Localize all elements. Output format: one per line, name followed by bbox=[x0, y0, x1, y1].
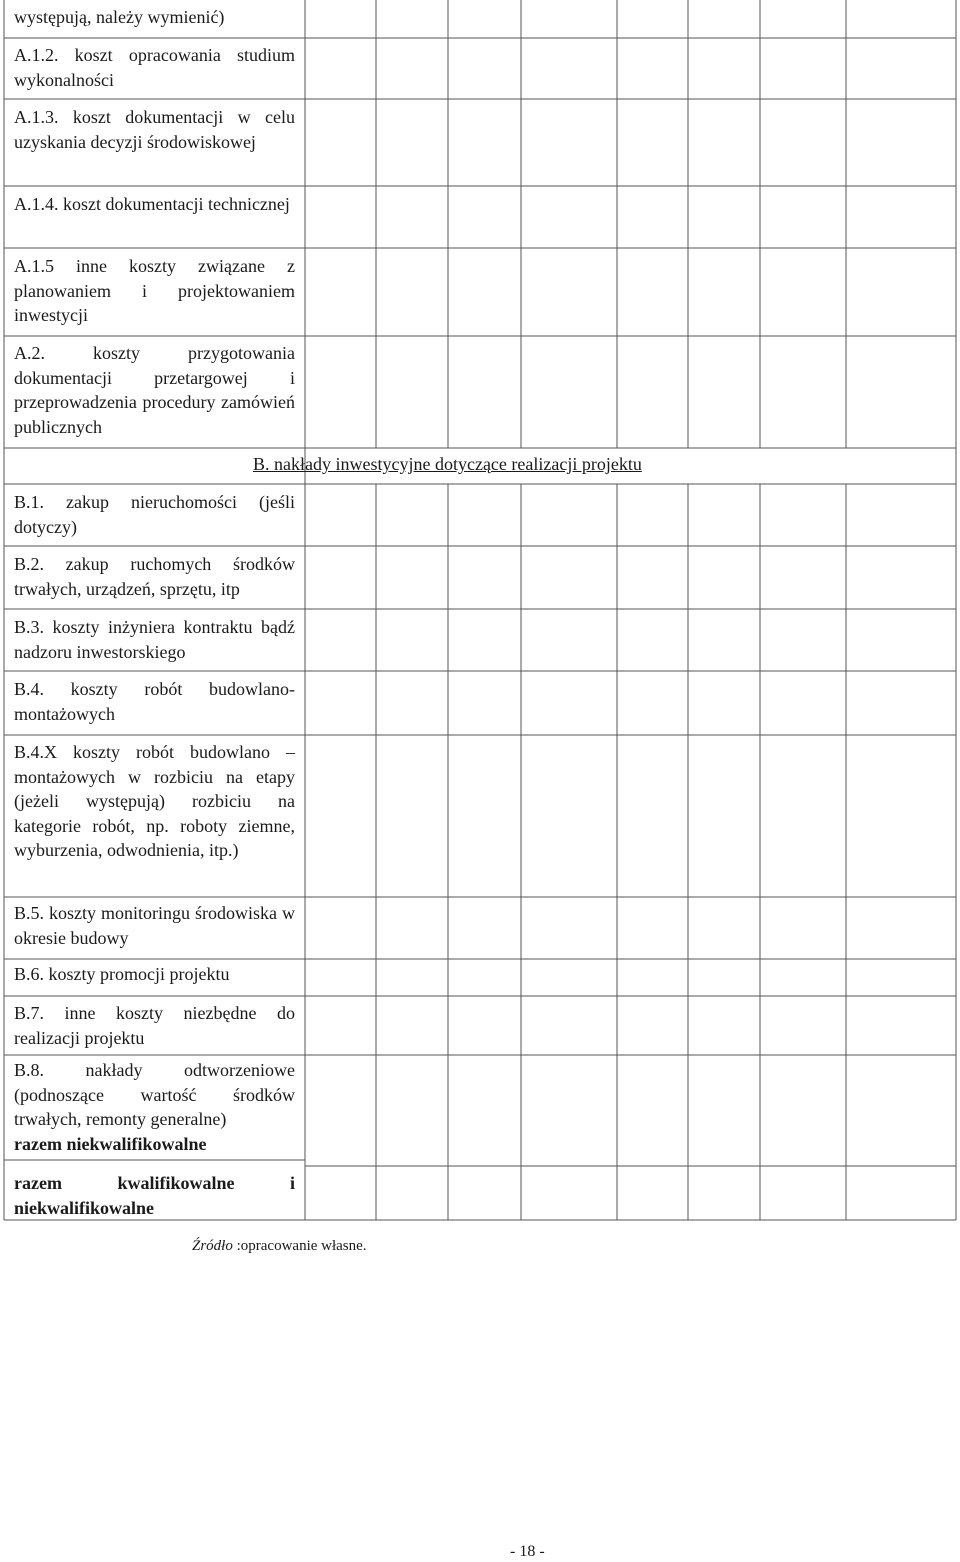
cost-item-label: B.8. nakłady odtworzeniowe (podnoszące wartość środków trwałych, remonty generalne) bbox=[14, 1060, 295, 1129]
cost-item-label: A.1.2. koszt opracowania studium wykonalności bbox=[14, 45, 295, 90]
cost-item-label: B.4.X koszty robót budowlano – montażowych w rozbiciu na etapy (jeżeli występują) rozbiciu na kategorie robót, np. roboty ziemne, wyburzenia, odwodnienia, itp.) bbox=[14, 742, 295, 860]
cost-item-label: B.5. koszty monitoringu środowiska w okresie budowy bbox=[14, 903, 295, 948]
total-row-label: razem kwalifikowalne i niekwalifikowalne bbox=[14, 1173, 295, 1218]
cost-item-label: występują, należy wymienić) bbox=[14, 7, 225, 27]
source-label: Źródło bbox=[192, 1238, 233, 1254]
cost-item-label: B.2. zakup ruchomych środków trwałych, urządzeń, sprzętu, itp bbox=[14, 554, 295, 599]
cost-item-label: A.2. koszty przygotowania dokumentacji przetargowej i przeprowadzenia procedury zamówień publicznych bbox=[14, 343, 295, 437]
cost-item-label: B.4. koszty robót budowlano-montażowych bbox=[14, 679, 295, 724]
page-number: - 18 - bbox=[510, 1543, 545, 1560]
section-b-header: B. nakłady inwestycyjne dotyczące realizacji projektu bbox=[253, 454, 642, 474]
cost-item-label: B.1. zakup nieruchomości (jeśli dotyczy) bbox=[14, 492, 295, 537]
total-row-label: razem niekwalifikowalne bbox=[14, 1134, 207, 1154]
source-note bbox=[192, 1236, 367, 1256]
cost-item-label: A.1.5 inne koszty związane z planowaniem i projektowaniem inwestycji bbox=[14, 256, 295, 325]
cost-item-label: B.6. koszty promocji projektu bbox=[14, 964, 230, 984]
cost-item-label: B.3. koszty inżyniera kontraktu bądź nadzoru inwestorskiego bbox=[14, 617, 295, 662]
cost-item-label: A.1.3. koszt dokumentacji w celu uzyskania decyzji środowiskowej bbox=[14, 107, 295, 152]
source-text: :opracowanie własne. bbox=[236, 1238, 367, 1254]
cost-item-label: B.7. inne koszty niezbędne do realizacji projektu bbox=[14, 1003, 295, 1048]
cost-item-label: A.1.4. koszt dokumentacji technicznej bbox=[14, 194, 290, 214]
